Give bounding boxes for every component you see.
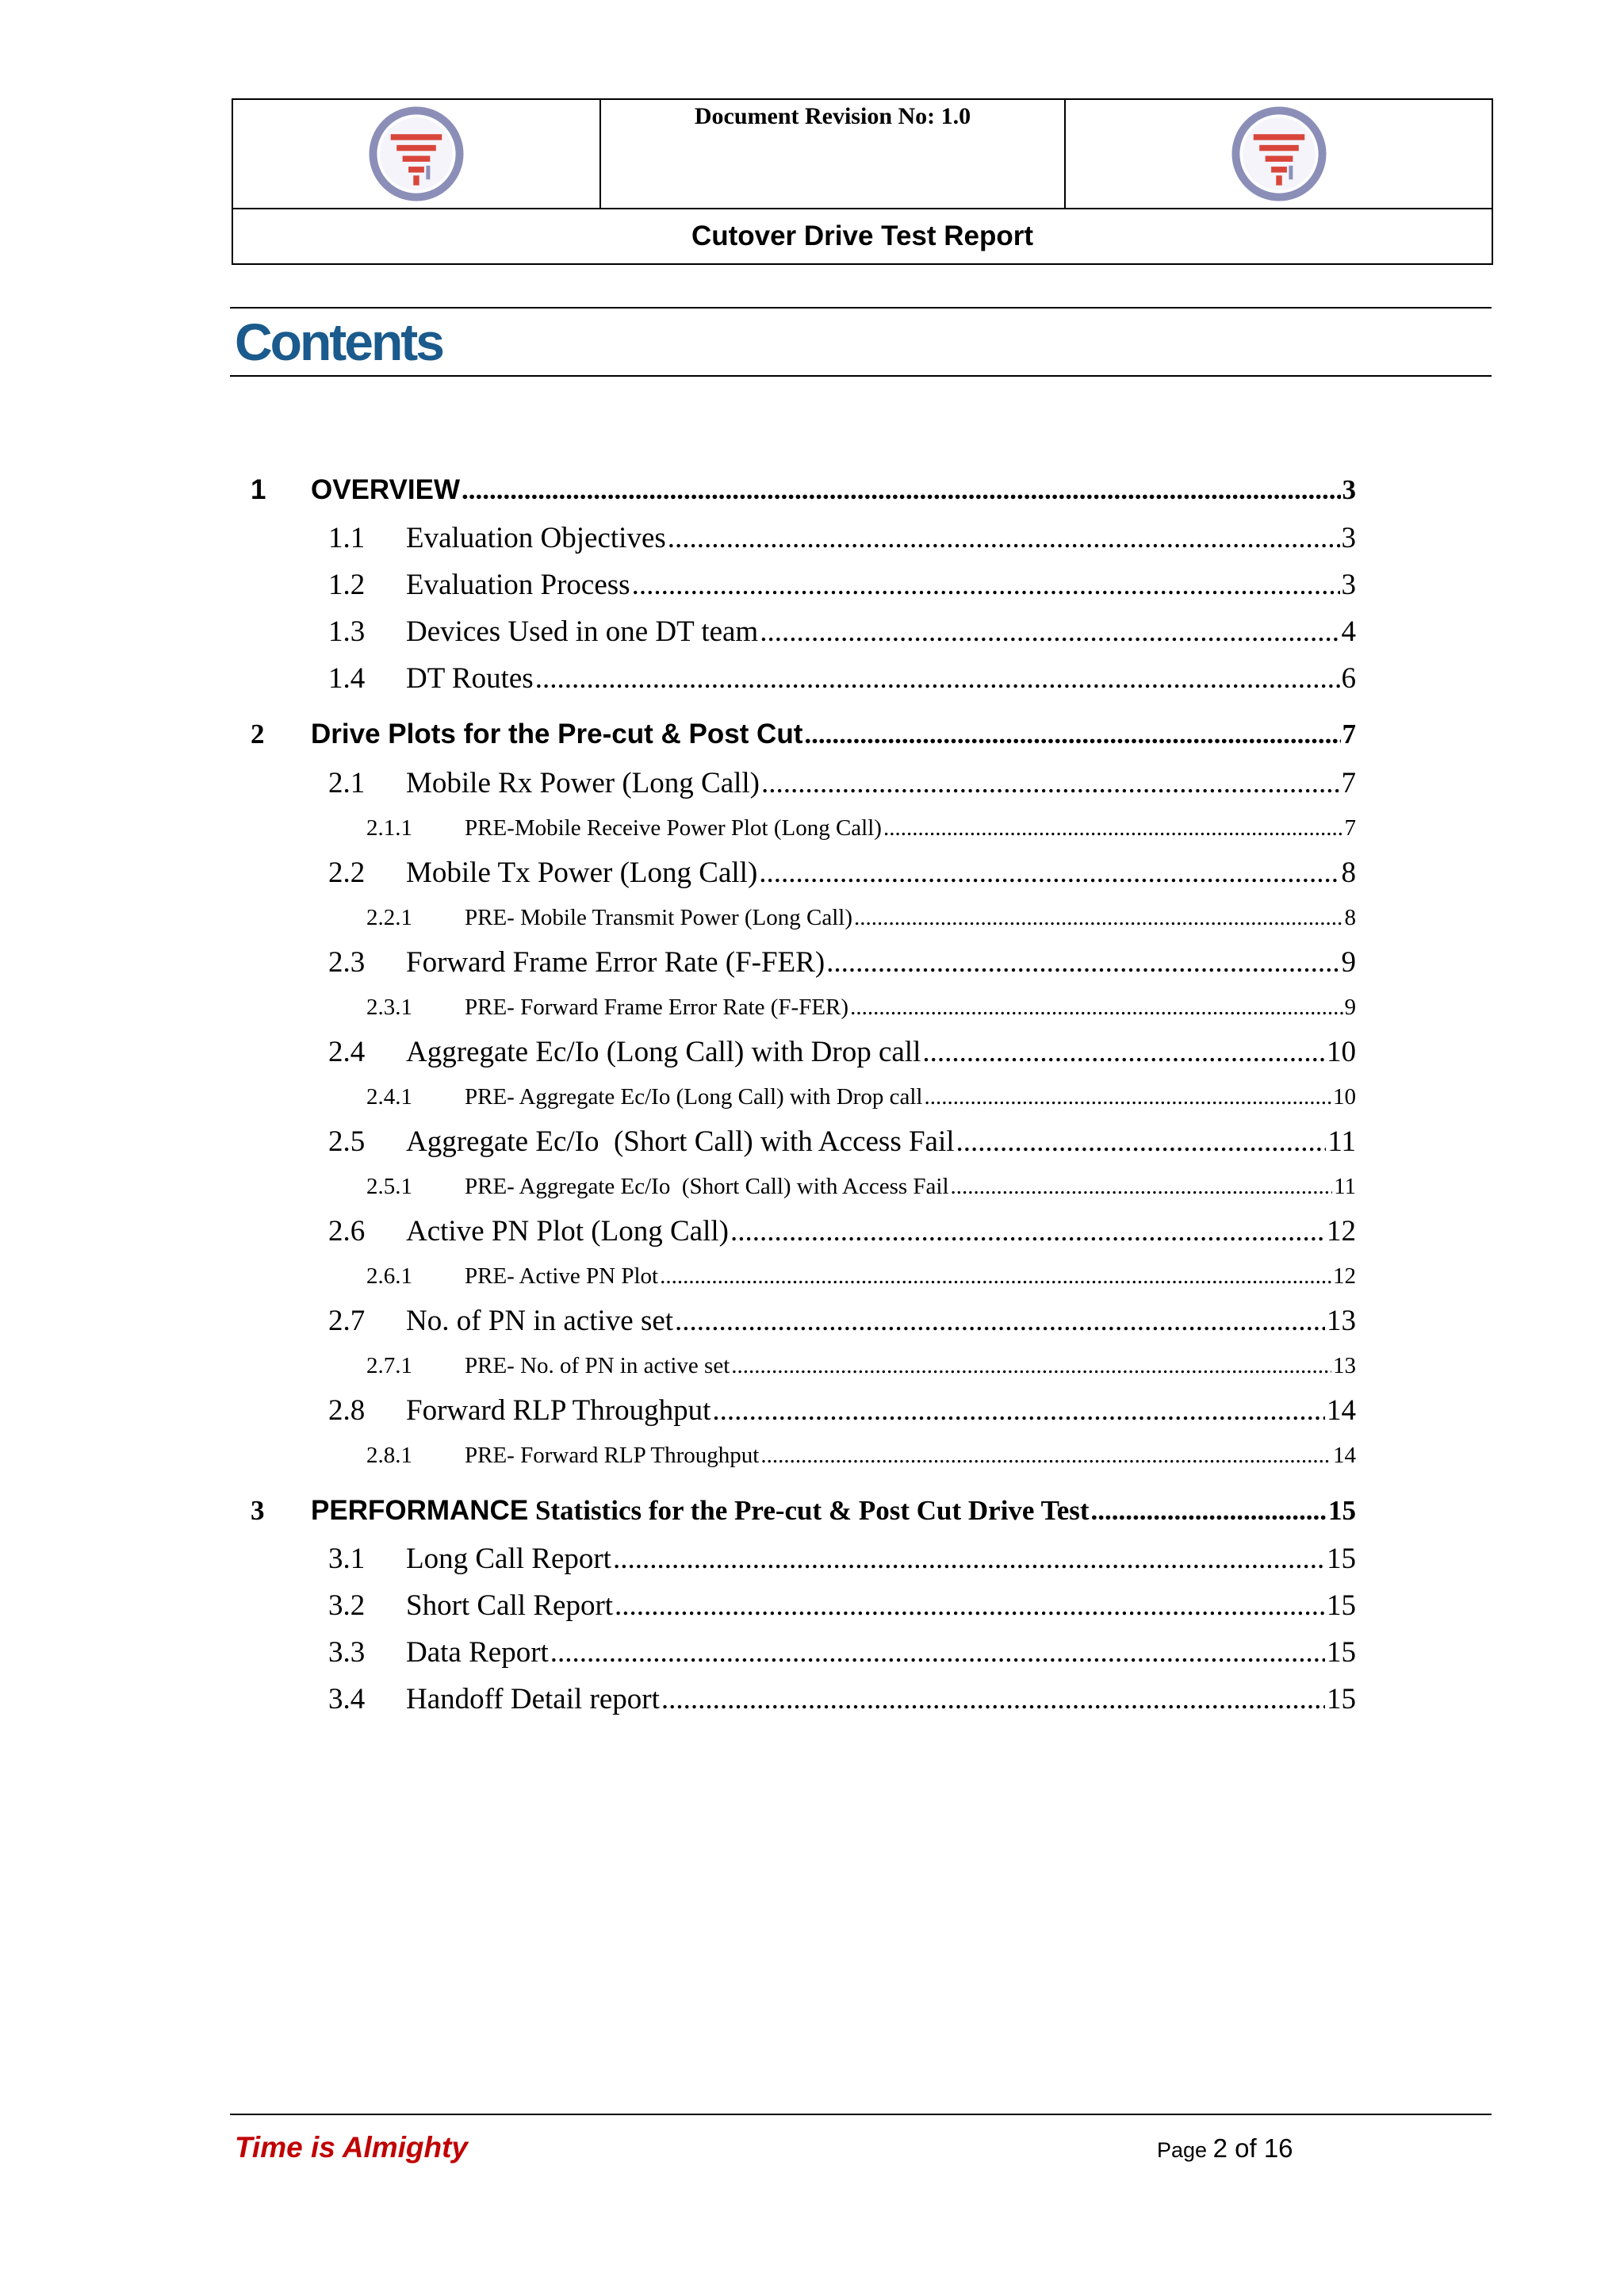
- toc-entry-1-2[interactable]: [328, 568, 1356, 602]
- toc-page: 7: [1342, 719, 1356, 749]
- toc-entry-2-4-1[interactable]: [366, 1084, 1356, 1110]
- toc-entry-2-4[interactable]: [328, 1035, 1356, 1069]
- toc-number: 3.3: [328, 1636, 366, 1669]
- toc-page: 15: [1327, 1636, 1356, 1669]
- toc-leader: [759, 856, 1339, 890]
- toc-number: 2.7: [328, 1305, 366, 1337]
- funnel-logo-icon: [1230, 105, 1328, 203]
- toc-page: 11: [1327, 1125, 1356, 1158]
- toc-number: 2.3.1: [366, 995, 412, 1020]
- toc-number: 2.3: [328, 946, 366, 979]
- toc-page: 15: [1327, 1683, 1356, 1715]
- toc-number: 2: [251, 719, 265, 749]
- toc-leader: [956, 1125, 1327, 1159]
- toc-leader: [632, 568, 1340, 602]
- toc-label: Forward RLP Throughput: [406, 1394, 711, 1427]
- toc-label: PRE- Mobile Transmit Power (Long Call): [465, 905, 852, 930]
- toc-number: 1.2: [328, 569, 366, 601]
- toc-entry-2[interactable]: [251, 719, 1356, 750]
- toc-leader: [731, 1353, 1331, 1379]
- toc-label-serif: Statistics for the Pre-cut & Post Cut Drive Test: [528, 1495, 1090, 1526]
- toc-label: PRE-Mobile Receive Power Plot (Long Call): [465, 815, 882, 841]
- toc-number: 2.5: [328, 1125, 366, 1158]
- toc-number: 1.1: [328, 522, 366, 554]
- toc-number: 2.4: [328, 1036, 366, 1068]
- toc-entry-2-2-1[interactable]: [366, 905, 1356, 931]
- toc-page: 12: [1327, 1215, 1356, 1248]
- toc-leader: [462, 474, 1340, 506]
- toc-leader: [550, 1635, 1325, 1669]
- toc-entry-2-5-1[interactable]: [366, 1174, 1356, 1200]
- toc-label: Data Report: [406, 1636, 549, 1669]
- toc-page: 9: [1341, 946, 1356, 979]
- toc-entry-3-1[interactable]: [328, 1542, 1356, 1576]
- toc-page: 13: [1327, 1305, 1356, 1337]
- toc-label: PRE- Forward RLP Throughput: [465, 1443, 760, 1468]
- toc-label: PRE- Active PN Plot: [465, 1263, 659, 1289]
- toc-number: 2.6.1: [366, 1263, 412, 1289]
- toc-page: 7: [1344, 815, 1356, 841]
- toc-page: 3: [1341, 569, 1356, 601]
- contents-top-rule: [230, 307, 1492, 309]
- page-total: 16: [1263, 2133, 1293, 2163]
- toc-leader: [660, 1263, 1331, 1290]
- toc-leader: [922, 1035, 1325, 1069]
- toc-page: 12: [1333, 1263, 1356, 1289]
- toc-leader: [712, 1393, 1325, 1428]
- toc-number: 2.8.1: [366, 1443, 412, 1468]
- toc-label: Long Call Report: [406, 1543, 611, 1575]
- toc-entry-2-1[interactable]: [328, 766, 1356, 800]
- toc-number: 2.2: [328, 857, 366, 889]
- toc-leader: [826, 945, 1339, 979]
- toc-leader: [1091, 1495, 1327, 1527]
- toc-label: Handoff Detail report: [406, 1683, 660, 1715]
- toc-leader: [675, 1304, 1325, 1338]
- toc-page: 14: [1333, 1443, 1356, 1468]
- toc-entry-3-2[interactable]: [328, 1589, 1356, 1623]
- toc-entry-1-4[interactable]: [328, 661, 1356, 696]
- toc-leader: [535, 661, 1340, 696]
- toc-number: 1.3: [328, 615, 366, 648]
- toc-entry-2-3-1[interactable]: [366, 995, 1356, 1021]
- toc-number: 3.4: [328, 1683, 366, 1715]
- toc-entry-2-7[interactable]: [328, 1304, 1356, 1338]
- toc-entry-2-7-1[interactable]: [366, 1353, 1356, 1379]
- funnel-logo-icon: [367, 105, 465, 203]
- toc-entry-1-1[interactable]: [328, 521, 1356, 555]
- toc-label: Evaluation Objectives: [406, 522, 666, 554]
- toc-page: 8: [1344, 905, 1356, 930]
- toc-page: 13: [1333, 1353, 1356, 1378]
- toc-page: 11: [1334, 1174, 1356, 1199]
- toc-page: 14: [1327, 1394, 1356, 1427]
- toc-entry-2-5[interactable]: [328, 1125, 1356, 1159]
- toc-leader: [804, 719, 1340, 750]
- toc-entry-2-3[interactable]: [328, 945, 1356, 979]
- toc-number: 2.5.1: [366, 1174, 412, 1199]
- toc-page: 15: [1327, 1589, 1356, 1622]
- footer-motto: Time is Almighty: [235, 2131, 469, 2164]
- header-logo-right: [1065, 99, 1492, 209]
- toc-number: 2.2.1: [366, 905, 412, 930]
- document-title: Cutover Drive Test Report: [232, 209, 1492, 264]
- toc-entry-1-3[interactable]: [328, 615, 1356, 649]
- toc-entry-2-8[interactable]: [328, 1393, 1356, 1428]
- toc-number: 2.1.1: [366, 815, 412, 841]
- toc-leader: [661, 1682, 1325, 1716]
- toc-label: Mobile Tx Power (Long Call): [406, 857, 758, 889]
- toc-leader: [760, 1443, 1331, 1469]
- toc-leader: [613, 1542, 1325, 1576]
- toc-number: 2.7.1: [366, 1353, 412, 1378]
- toc-leader: [850, 995, 1342, 1021]
- toc-page: 7: [1341, 767, 1356, 799]
- toc-number: 3: [251, 1495, 265, 1526]
- toc-page: 8: [1341, 857, 1356, 889]
- toc-page: 3: [1342, 474, 1356, 505]
- toc-label: PRE- Aggregate Ec/Io (Short Call) with Access Fail: [465, 1174, 949, 1199]
- toc-label: Evaluation Process: [406, 569, 630, 601]
- toc-number: 3.2: [328, 1589, 366, 1622]
- toc-number: 2.1: [328, 767, 366, 799]
- toc-label: Active PN Plot (Long Call): [406, 1215, 729, 1248]
- toc-page: 4: [1341, 615, 1356, 648]
- toc-label: No. of PN in active set: [406, 1305, 674, 1337]
- toc-leader: [951, 1174, 1333, 1200]
- toc-page: 10: [1333, 1084, 1356, 1110]
- toc-number: 2.4.1: [366, 1084, 412, 1110]
- toc-number: 2.6: [328, 1215, 366, 1248]
- toc-page: 15: [1328, 1495, 1356, 1526]
- toc-entry-2-8-1[interactable]: [366, 1443, 1356, 1469]
- toc-label-sans: PERFORMANCE: [311, 1495, 529, 1526]
- toc-entry-3-3[interactable]: [328, 1635, 1356, 1669]
- toc-label: Short Call Report: [406, 1589, 614, 1622]
- toc-page: 9: [1344, 995, 1356, 1020]
- toc-label: Aggregate Ec/Io (Short Call) with Access Fail: [406, 1125, 955, 1158]
- contents-heading: Contents: [235, 312, 442, 371]
- toc-label: PRE- Aggregate Ec/Io (Long Call) with Drop call: [465, 1084, 923, 1110]
- toc-leader: [615, 1589, 1325, 1623]
- page-word: Page: [1157, 2138, 1208, 2162]
- toc-entry-2-6-1[interactable]: [366, 1263, 1356, 1290]
- page-number: [1157, 2133, 1293, 2164]
- toc-page: 10: [1327, 1036, 1356, 1068]
- toc-label: [311, 1495, 1090, 1527]
- toc-number: 2.8: [328, 1394, 366, 1427]
- toc-number: 1.4: [328, 662, 366, 695]
- toc-leader: [760, 615, 1339, 649]
- toc-entry-1[interactable]: [251, 474, 1356, 506]
- toc-entry-2-6[interactable]: [328, 1214, 1356, 1248]
- toc-leader: [854, 905, 1343, 931]
- toc-entry-3-4[interactable]: [328, 1682, 1356, 1716]
- document-revision: Document Revision No: 1.0: [600, 99, 1065, 209]
- toc-label: Aggregate Ec/Io (Long Call) with Drop call: [406, 1036, 921, 1068]
- toc-number: 3.1: [328, 1543, 366, 1575]
- header-logo-left: [232, 99, 600, 209]
- contents-bottom-rule: [230, 375, 1492, 377]
- toc-label: Mobile Rx Power (Long Call): [406, 767, 760, 799]
- toc-entry-2-2[interactable]: [328, 856, 1356, 890]
- toc-label: DT Routes: [406, 662, 534, 695]
- toc-leader: [883, 815, 1343, 841]
- page-of: of: [1235, 2133, 1257, 2163]
- page-current: 2: [1212, 2133, 1228, 2163]
- toc-page: 6: [1341, 662, 1356, 695]
- toc-label: Drive Plots for the Pre-cut & Post Cut: [311, 719, 803, 749]
- toc-label: Devices Used in one DT team: [406, 615, 759, 648]
- toc-label: PRE- No. of PN in active set: [465, 1353, 730, 1378]
- toc-page: 3: [1341, 522, 1356, 554]
- footer-rule: [230, 2114, 1492, 2115]
- toc-label: Forward Frame Error Rate (F-FER): [406, 946, 825, 979]
- toc-entry-2-1-1[interactable]: [366, 815, 1356, 841]
- toc-leader: [761, 766, 1339, 800]
- toc-entry-3[interactable]: [251, 1495, 1356, 1527]
- toc-label: PRE- Forward Frame Error Rate (F-FER): [465, 995, 849, 1020]
- toc-leader: [924, 1084, 1331, 1110]
- toc-page: 15: [1327, 1543, 1356, 1575]
- toc-number: 1: [251, 474, 266, 505]
- document-header: [232, 98, 1493, 265]
- toc-leader: [668, 521, 1340, 555]
- toc-label: OVERVIEW: [311, 474, 461, 505]
- toc-leader: [730, 1214, 1325, 1248]
